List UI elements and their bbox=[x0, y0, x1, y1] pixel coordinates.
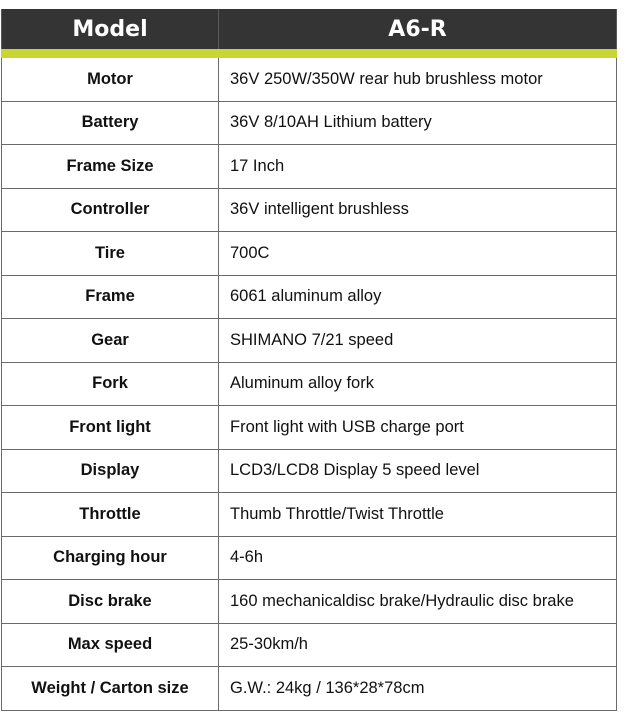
row-value: LCD3/LCD8 Display 5 speed level bbox=[219, 449, 617, 493]
table-row-tire bbox=[2, 232, 617, 276]
row-label: Max speed bbox=[2, 623, 219, 667]
row-value: 25-30km/h bbox=[219, 623, 617, 667]
row-value: 6061 aluminum alloy bbox=[219, 275, 617, 319]
row-value: 36V intelligent brushless bbox=[219, 188, 617, 232]
row-value: 160 mechanicaldisc brake/Hydraulic disc brake bbox=[219, 580, 617, 624]
table-row-battery bbox=[2, 101, 617, 145]
table-row-frame-size bbox=[2, 145, 617, 189]
row-value: 36V 250W/350W rear hub brushless motor bbox=[219, 54, 617, 102]
row-value: Front light with USB charge port bbox=[219, 406, 617, 450]
row-label: Frame bbox=[2, 275, 219, 319]
header-row bbox=[2, 9, 617, 54]
table-row-motor bbox=[2, 54, 617, 102]
row-value: 17 Inch bbox=[219, 145, 617, 189]
row-label: Frame Size bbox=[2, 145, 219, 189]
header-model: Model bbox=[2, 9, 219, 54]
spec-table bbox=[1, 9, 617, 711]
table-row-controller bbox=[2, 188, 617, 232]
header-model-name: A6-R bbox=[219, 9, 617, 54]
row-label: Gear bbox=[2, 319, 219, 363]
row-value: 700C bbox=[219, 232, 617, 276]
row-value: SHIMANO 7/21 speed bbox=[219, 319, 617, 363]
table-row-gear bbox=[2, 319, 617, 363]
row-value: G.W.: 24kg / 136*28*78cm bbox=[219, 667, 617, 711]
row-label: Motor bbox=[2, 54, 219, 102]
row-value: 4-6h bbox=[219, 536, 617, 580]
row-label: Controller bbox=[2, 188, 219, 232]
table-row-throttle bbox=[2, 493, 617, 537]
row-value: Aluminum alloy fork bbox=[219, 362, 617, 406]
table-row-weight-carton bbox=[2, 667, 617, 711]
row-label: Weight / Carton size bbox=[2, 667, 219, 711]
row-label: Display bbox=[2, 449, 219, 493]
table-row-disc-brake bbox=[2, 580, 617, 624]
row-value: Thumb Throttle/Twist Throttle bbox=[219, 493, 617, 537]
table-row-fork bbox=[2, 362, 617, 406]
table-row-front-light bbox=[2, 406, 617, 450]
row-label: Throttle bbox=[2, 493, 219, 537]
row-value: 36V 8/10AH Lithium battery bbox=[219, 101, 617, 145]
row-label: Disc brake bbox=[2, 580, 219, 624]
row-label: Battery bbox=[2, 101, 219, 145]
row-label: Front light bbox=[2, 406, 219, 450]
table-row-max-speed bbox=[2, 623, 617, 667]
table-row-display bbox=[2, 449, 617, 493]
row-label: Tire bbox=[2, 232, 219, 276]
table-row-charging-hour bbox=[2, 536, 617, 580]
table-row-frame bbox=[2, 275, 617, 319]
row-label: Fork bbox=[2, 362, 219, 406]
row-label: Charging hour bbox=[2, 536, 219, 580]
